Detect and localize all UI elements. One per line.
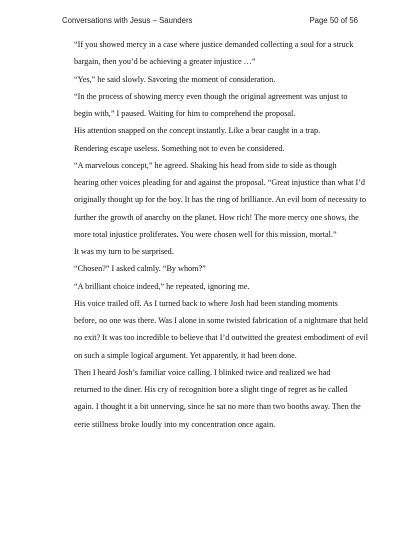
text-line: bargain, then you’d be achieving a greater injustice …” (74, 57, 256, 67)
body-text (62, 36, 368, 433)
paragraph (62, 295, 368, 364)
text-line: more total injustice proliferates. You were chosen well for this mission, mortal.” (74, 229, 337, 239)
text-line: further the growth of anarchy on the planet. How rich! The more mercy one shows, the (74, 212, 359, 222)
text-line: His attention snapped on the concept instantly. Like a bear caught in a trap. (74, 126, 321, 136)
text-line: “Yes,” he said slowly. Savoring the moment of consideration. (74, 74, 276, 84)
paragraph (62, 122, 360, 157)
text-line: “If you showed mercy in a case where justice demanded collecting a soul for a struck (74, 40, 354, 49)
text-line: no exit? It was too incredible to believe that I’d outwitted the greatest embodiment of evil (74, 333, 368, 343)
text-line: originally thought up for the boy. It has the ring of brilliance. An evil born of necessity to (74, 195, 367, 205)
text-line: on such a simple logical argument. Yet apparently, it had been done. (74, 350, 297, 360)
text-line: returned to the diner. His cry of recognition bore a slight tinge of regret as he called (74, 385, 348, 394)
paragraph (62, 278, 360, 295)
paragraph (62, 243, 360, 260)
text-line: hearing other voices pleading for and against the proposal. “Great injustice than what I’d (74, 178, 366, 187)
text-line: Rendering escape useless. Something not to even be considered. (74, 143, 285, 153)
text-line: again. I thought it a bit unnerving, since he sat no more than two booths away. Then the (74, 402, 361, 412)
text-line: “A brilliant choice indeed,” he repeated, ignoring me. (74, 281, 250, 291)
paragraph (62, 364, 360, 433)
paragraph (62, 260, 360, 277)
text-line: It was my turn to be surprised. (74, 247, 174, 256)
running-header (62, 16, 358, 25)
text-line: eerie stillness broke loudly into my concentration once again. (74, 419, 276, 429)
paragraph (62, 88, 360, 123)
page-number: Page 50 of 56 (309, 16, 358, 25)
paragraph (62, 157, 367, 243)
text-line: “A marvelous concept,” he agreed. Shaking his head from side to side as though (74, 160, 337, 170)
text-line: Then I heard Josh’s familiar voice calling. I blinked twice and realized we had (74, 367, 331, 377)
paragraph (62, 71, 360, 88)
paragraph (62, 36, 360, 71)
text-line: before, no one was there. Was I alone in some twisted fabrication of a nightmare that held (74, 316, 368, 325)
header-title: Conversations with Jesus – Saunders (62, 16, 193, 25)
text-line: “Chosen?” I asked calmly. “By whom?” (74, 264, 206, 274)
text-line: His voice trailed off. As I turned back to where Josh had been standing moments (74, 298, 338, 308)
text-line: “In the process of showing mercy even though the original agreement was unjust to (74, 91, 348, 101)
text-line: begin with,” I paused. Waiting for him to comprehend the proposal. (74, 109, 296, 118)
